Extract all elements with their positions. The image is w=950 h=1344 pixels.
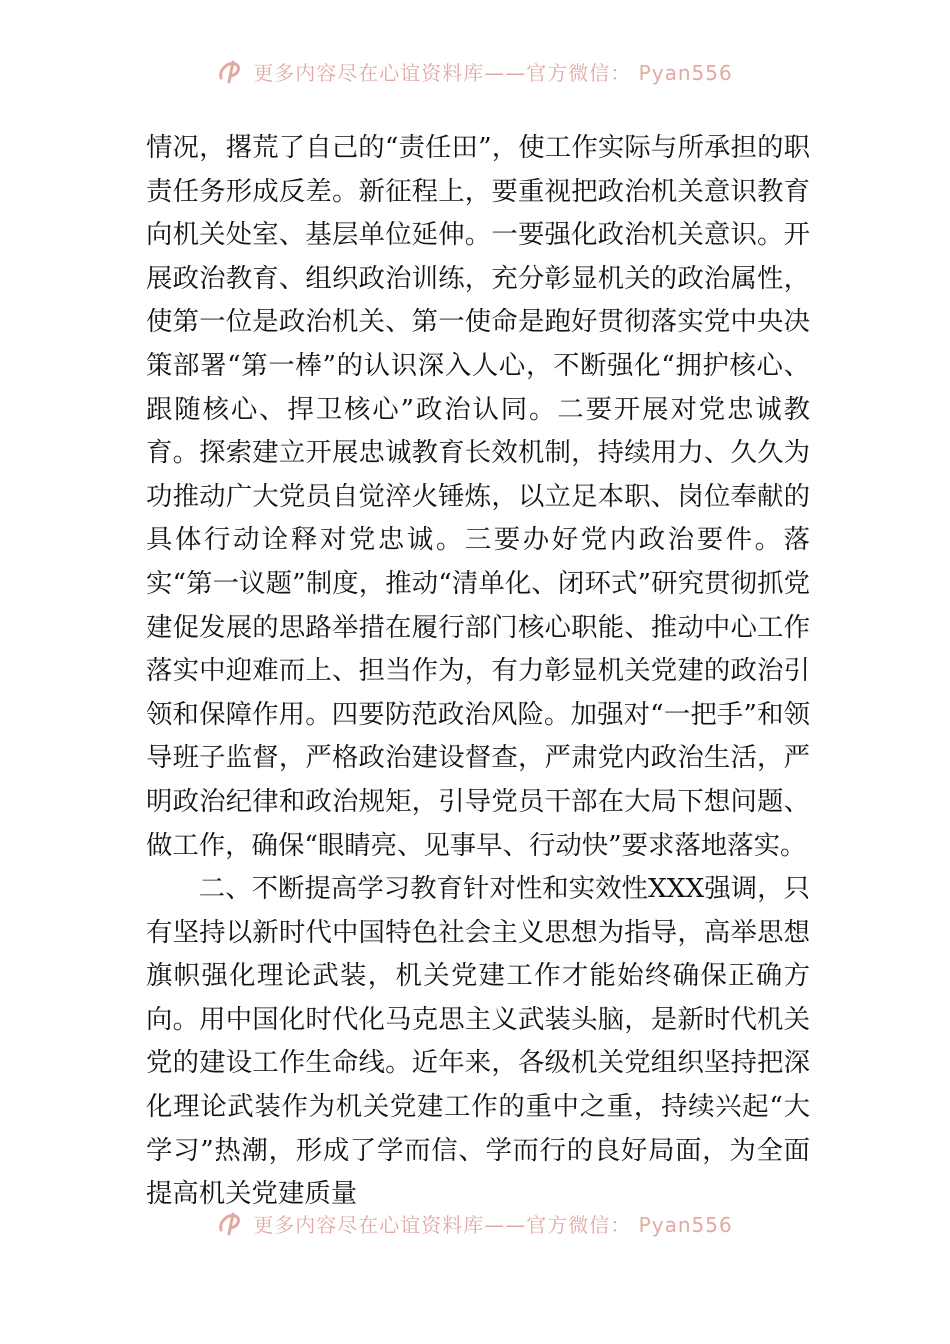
watermark-text: 更多内容尽在心谊资料库——官方微信： Pyan556 [253,60,733,85]
footer-watermark [0,1206,950,1240]
brand-logo-icon [217,1210,247,1236]
header-watermark [0,54,950,88]
document-body [146,126,810,1216]
paragraph-continued: 情况，撂荒了自己的“责任田”，使工作实际与所承担的职责任务形成反差。新征程上，要重视把政治机关意识教育向机关处室、基层单位延伸。一要强化政治机关意识。开展政治教育、组织政治训练，充分彰显机关的政治属性，使第一位是政治机关、第一使命是跑好贯彻落实党中央决策部署“第一棒”的认识深入人心，不断强化“拥护核心、跟随核心、捍卫核心”政治认同。二要开展对党忠诚教育。探索建立开展忠诚教育长效机制，持续用力、久久为功推动广大党员自觉淬火锤炼，以立足本职、岗位奉献的具体行动诠释对党忠诚。三要办好党内政治要件。落实“第一议题”制度，推动“清单化、闭环式”研究贯彻抓党建促发展的思路举措在履行部门核心职能、推动中心工作落实中迎难而上、担当作为，有力彰显机关党建的政治引领和保障作用。四要防范政治风险。加强对“一把手”和领导班子监督，严格政治建设督查，严肃党内政治生活，严明政治纪律和政治规矩，引导党员干部在大局下想问题、做工作，确保“眼睛亮、见事早、行动快”要求落地落实。 [146,132,810,861]
paragraph-section-two: 二、不断提高学习教育针对性和实效性XXX强调，只有坚持以新时代中国特色社会主义思想为指导，高举思想旗帜强化理论武装，机关党建工作才能始终确保正确方向。用中国化时代化马克思主义武装头脑，是新时代机关党的建设工作生命线。近年来，各级机关党组织坚持把深化理论武装作为机关党建工作的重中之重，持续兴起“大学习”热潮，形成了学而信、学而行的良好局面，为全面提高机关党建质量 [146,873,810,1210]
watermark-text: 更多内容尽在心谊资料库——官方微信： Pyan556 [253,1212,733,1237]
brand-logo-icon [217,58,247,84]
